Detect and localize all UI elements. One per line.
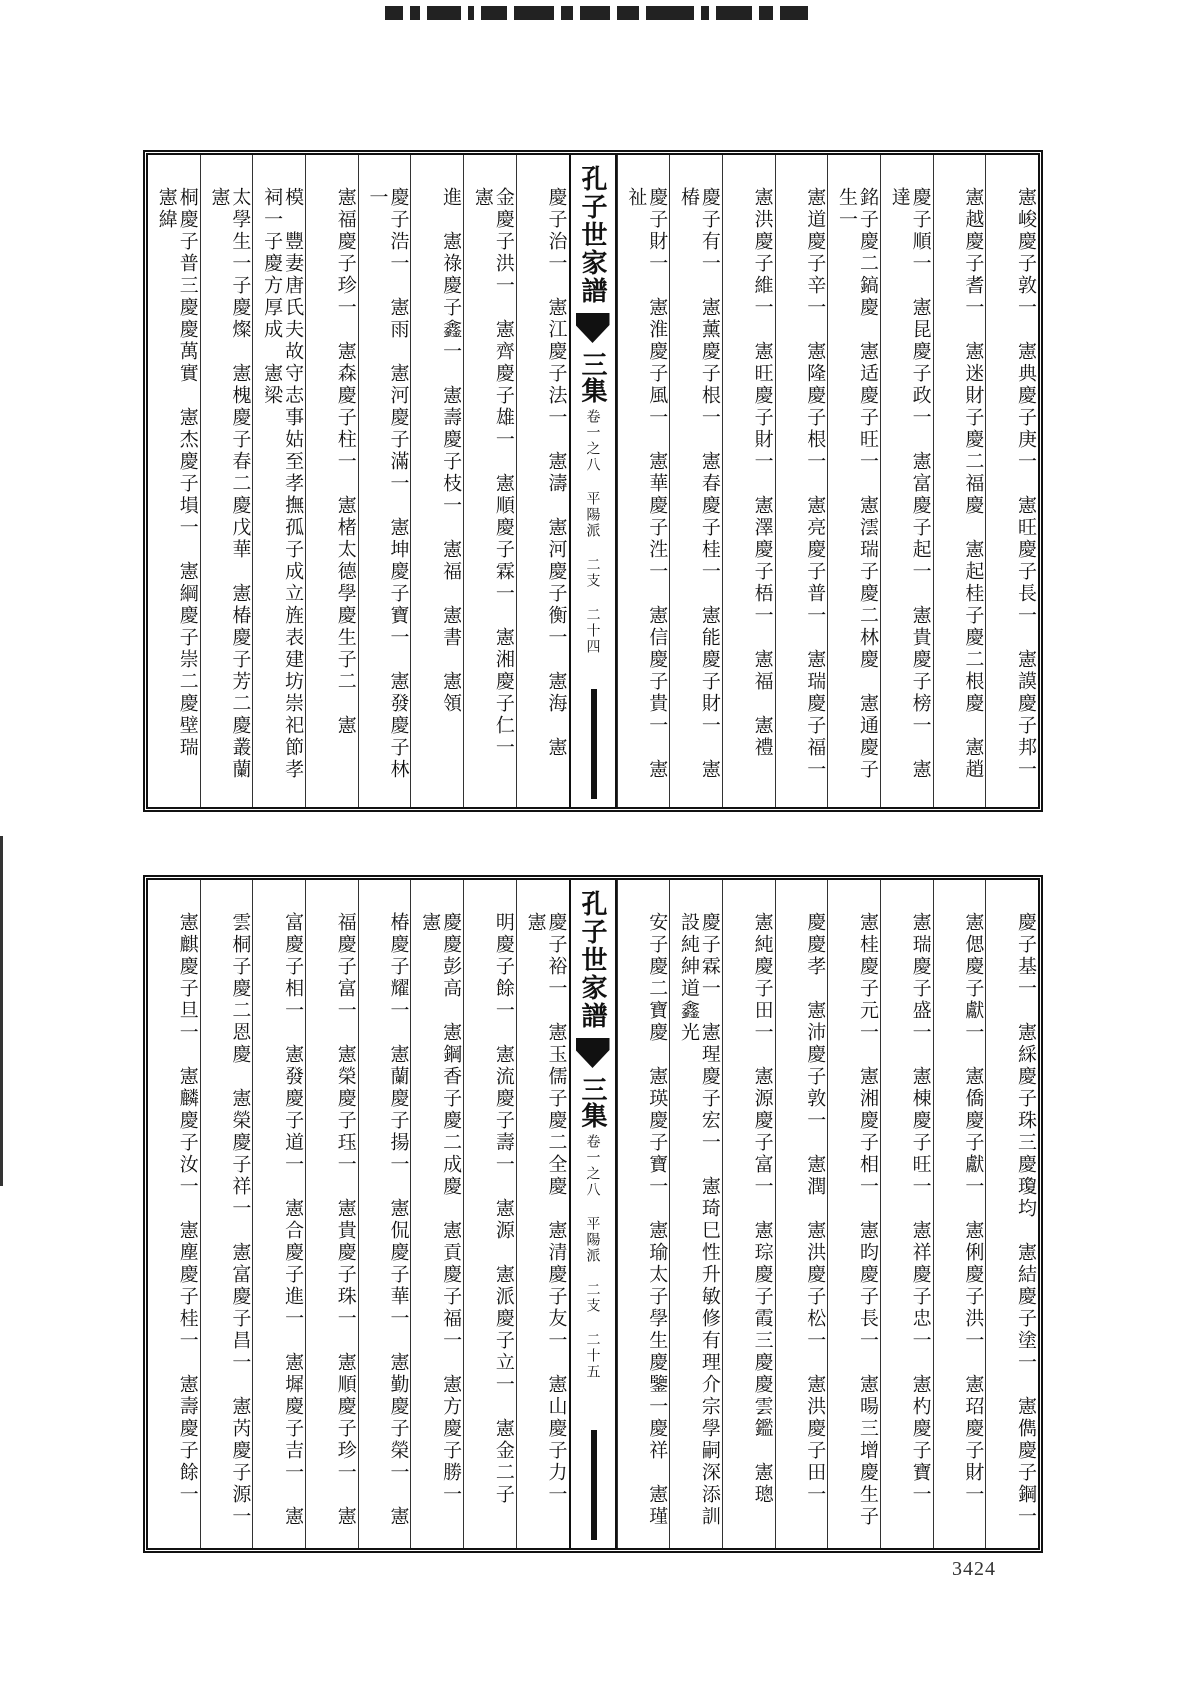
genealogy-page-top — [143, 150, 1043, 812]
text-column: 太學生一子慶燦 憲槐慶子春二慶戊華 憲椿慶子芳二慶叢蘭 憲 — [200, 155, 253, 807]
text-column: 桐慶子普三慶慶萬實 憲杰慶子塤一 憲綱慶子崇二慶壁瑞 憲緯 — [155, 187, 199, 781]
text-column: 慶子霖一 憲瑆慶子宏一 憲琦巳性升敏修有理介宗學嗣深添訓設純紳道鑫光 — [669, 880, 722, 1548]
fishtail-mark-icon — [576, 313, 610, 343]
text-column: 慶慶孝 憲沛慶子敦一 憲潤 憲洪慶子松一 憲洪慶子田一 — [775, 880, 828, 1548]
text-column: 明慶子餘一 憲流慶子壽一 憲源 憲派慶子立一 憲金二子 — [463, 880, 516, 1548]
book-title: 孔子世家譜 — [577, 165, 607, 305]
text-column: 慶子財一 憲淮慶子風一 憲華慶子泩一 憲信慶子貴一 憲祉 — [617, 155, 670, 807]
spine-info: 卷一之八 平陽派 二支 二十四 — [584, 409, 601, 655]
volume-label: 三集 — [577, 351, 607, 403]
text-column: 福慶子富一 憲榮慶子珏一 憲貴慶子珠一 憲順慶子珍一 憲 — [305, 880, 358, 1548]
book-spine-top — [569, 155, 617, 807]
text-column: 椿慶子耀一 憲蘭慶子揚一 憲侃慶子華一 憲勤慶子榮一 憲 — [358, 880, 411, 1548]
text-column: 憲麒慶子旦一 憲麟慶子汝一 憲塵慶子桂一 憲壽慶子餘一 — [176, 912, 199, 1506]
text-column: 憲瑞慶子盛一 憲棟慶子旺一 憲祥慶子忠一 憲杓慶子寶一 — [880, 880, 933, 1548]
text-column: 金慶子洪一 憲齊慶子雄一 憲順慶子霖一 憲湘慶子仁一 憲 — [463, 155, 516, 807]
book-spine-bottom — [569, 880, 617, 1548]
text-column: 憲福慶子珍一 憲森慶子柱一 憲楮太德學慶生子二 憲 — [305, 155, 358, 807]
text-column: 慶子順一 憲昆慶子政一 憲富慶子起一 憲貴慶子榜一 憲達 — [880, 155, 933, 807]
book-title: 孔子世家譜 — [577, 890, 607, 1030]
text-column: 雲桐子慶二恩慶 憲榮慶子祥一 憲富慶子昌一 憲芮慶子源一 — [200, 880, 253, 1548]
text-column: 憲純慶子田一 憲源慶子富一 憲琮慶子霞三慶慶雲鑑 憲璁 — [722, 880, 775, 1548]
text-column: 憲越慶子耆一 憲迷財子慶二福慶 憲起桂子慶二根慶 憲趙 — [933, 155, 986, 807]
spine-info: 卷一之八 平陽派 二支 二十五 — [584, 1134, 601, 1380]
text-column: 憲偲慶子獻一 憲僑慶子獻一 憲俐慶子洪一 憲玿慶子財一 — [933, 880, 986, 1548]
text-column: 憲洪慶子維一 憲旺慶子財一 憲澤慶子梧一 憲福 憲禮 — [722, 155, 775, 807]
page-number: 3424 — [952, 1558, 996, 1580]
spine-bar — [591, 1430, 597, 1540]
text-column: 慶子有一 憲薰慶子根一 憲春慶子桂一 憲能慶子財一 憲椿 — [669, 155, 722, 807]
scan-artifact-top — [385, 6, 905, 20]
text-column: 憲峻慶子敦一 憲典慶子庚一 憲旺慶子長一 憲謨慶子邦一 — [985, 155, 1038, 807]
text-column: 慶子基一 憲綵慶子珠三慶瓊均 憲結慶子塗一 憲儁慶子鋼一 — [985, 880, 1038, 1548]
text-column: 慶子裕一 憲玉儒子慶二全慶 憲清慶子友一 憲山慶子力一 憲 — [516, 880, 569, 1548]
text-column: 慶子浩一 憲雨 憲河慶子滿一 憲坤慶子寶一 憲發慶子林一 — [358, 155, 411, 807]
text-column: 憲道慶子辛一 憲隆慶子根一 憲亮慶子普一 憲瑞慶子福一 — [775, 155, 828, 807]
text-column: 憲桂慶子元一 憲湘慶子相一 憲昀慶子長一 憲暘三增慶生子 — [827, 880, 880, 1548]
text-column: 安子慶二寶慶 憲瑛慶子寶一 憲瑜太子學生慶鑒一慶祥 憲瑾 — [617, 880, 670, 1548]
text-column: 進 憲祿慶子鑫一 憲壽慶子枝一 憲福 憲書 憲領 — [410, 155, 463, 807]
spine-bar — [591, 689, 597, 799]
text-column: 富慶子相一 憲發慶子道一 憲合慶子進一 憲墀慶子吉一 憲 — [252, 880, 305, 1548]
fishtail-mark-icon — [576, 1038, 610, 1068]
text-column: 銘子慶二鎬慶 憲适慶子旺一 憲澐瑞子慶二林慶 憲通慶子生一 — [827, 155, 880, 807]
text-column: 模 豐妻唐氏夫故守志事姑至孝撫孤子成立旌表建坊崇祀節孝祠一子慶方厚成 憲梁 — [252, 155, 305, 807]
genealogy-page-bottom — [143, 875, 1043, 1553]
scan-edge-line — [0, 836, 3, 1186]
volume-label: 三集 — [577, 1076, 607, 1128]
text-column: 慶慶彭高 憲鋼香子慶二成慶 憲貢慶子福一 憲方慶子勝一 憲 — [410, 880, 463, 1548]
text-column: 慶子治一 憲江慶子法一 憲濤 憲河慶子衡一 憲海 憲 — [516, 155, 569, 807]
